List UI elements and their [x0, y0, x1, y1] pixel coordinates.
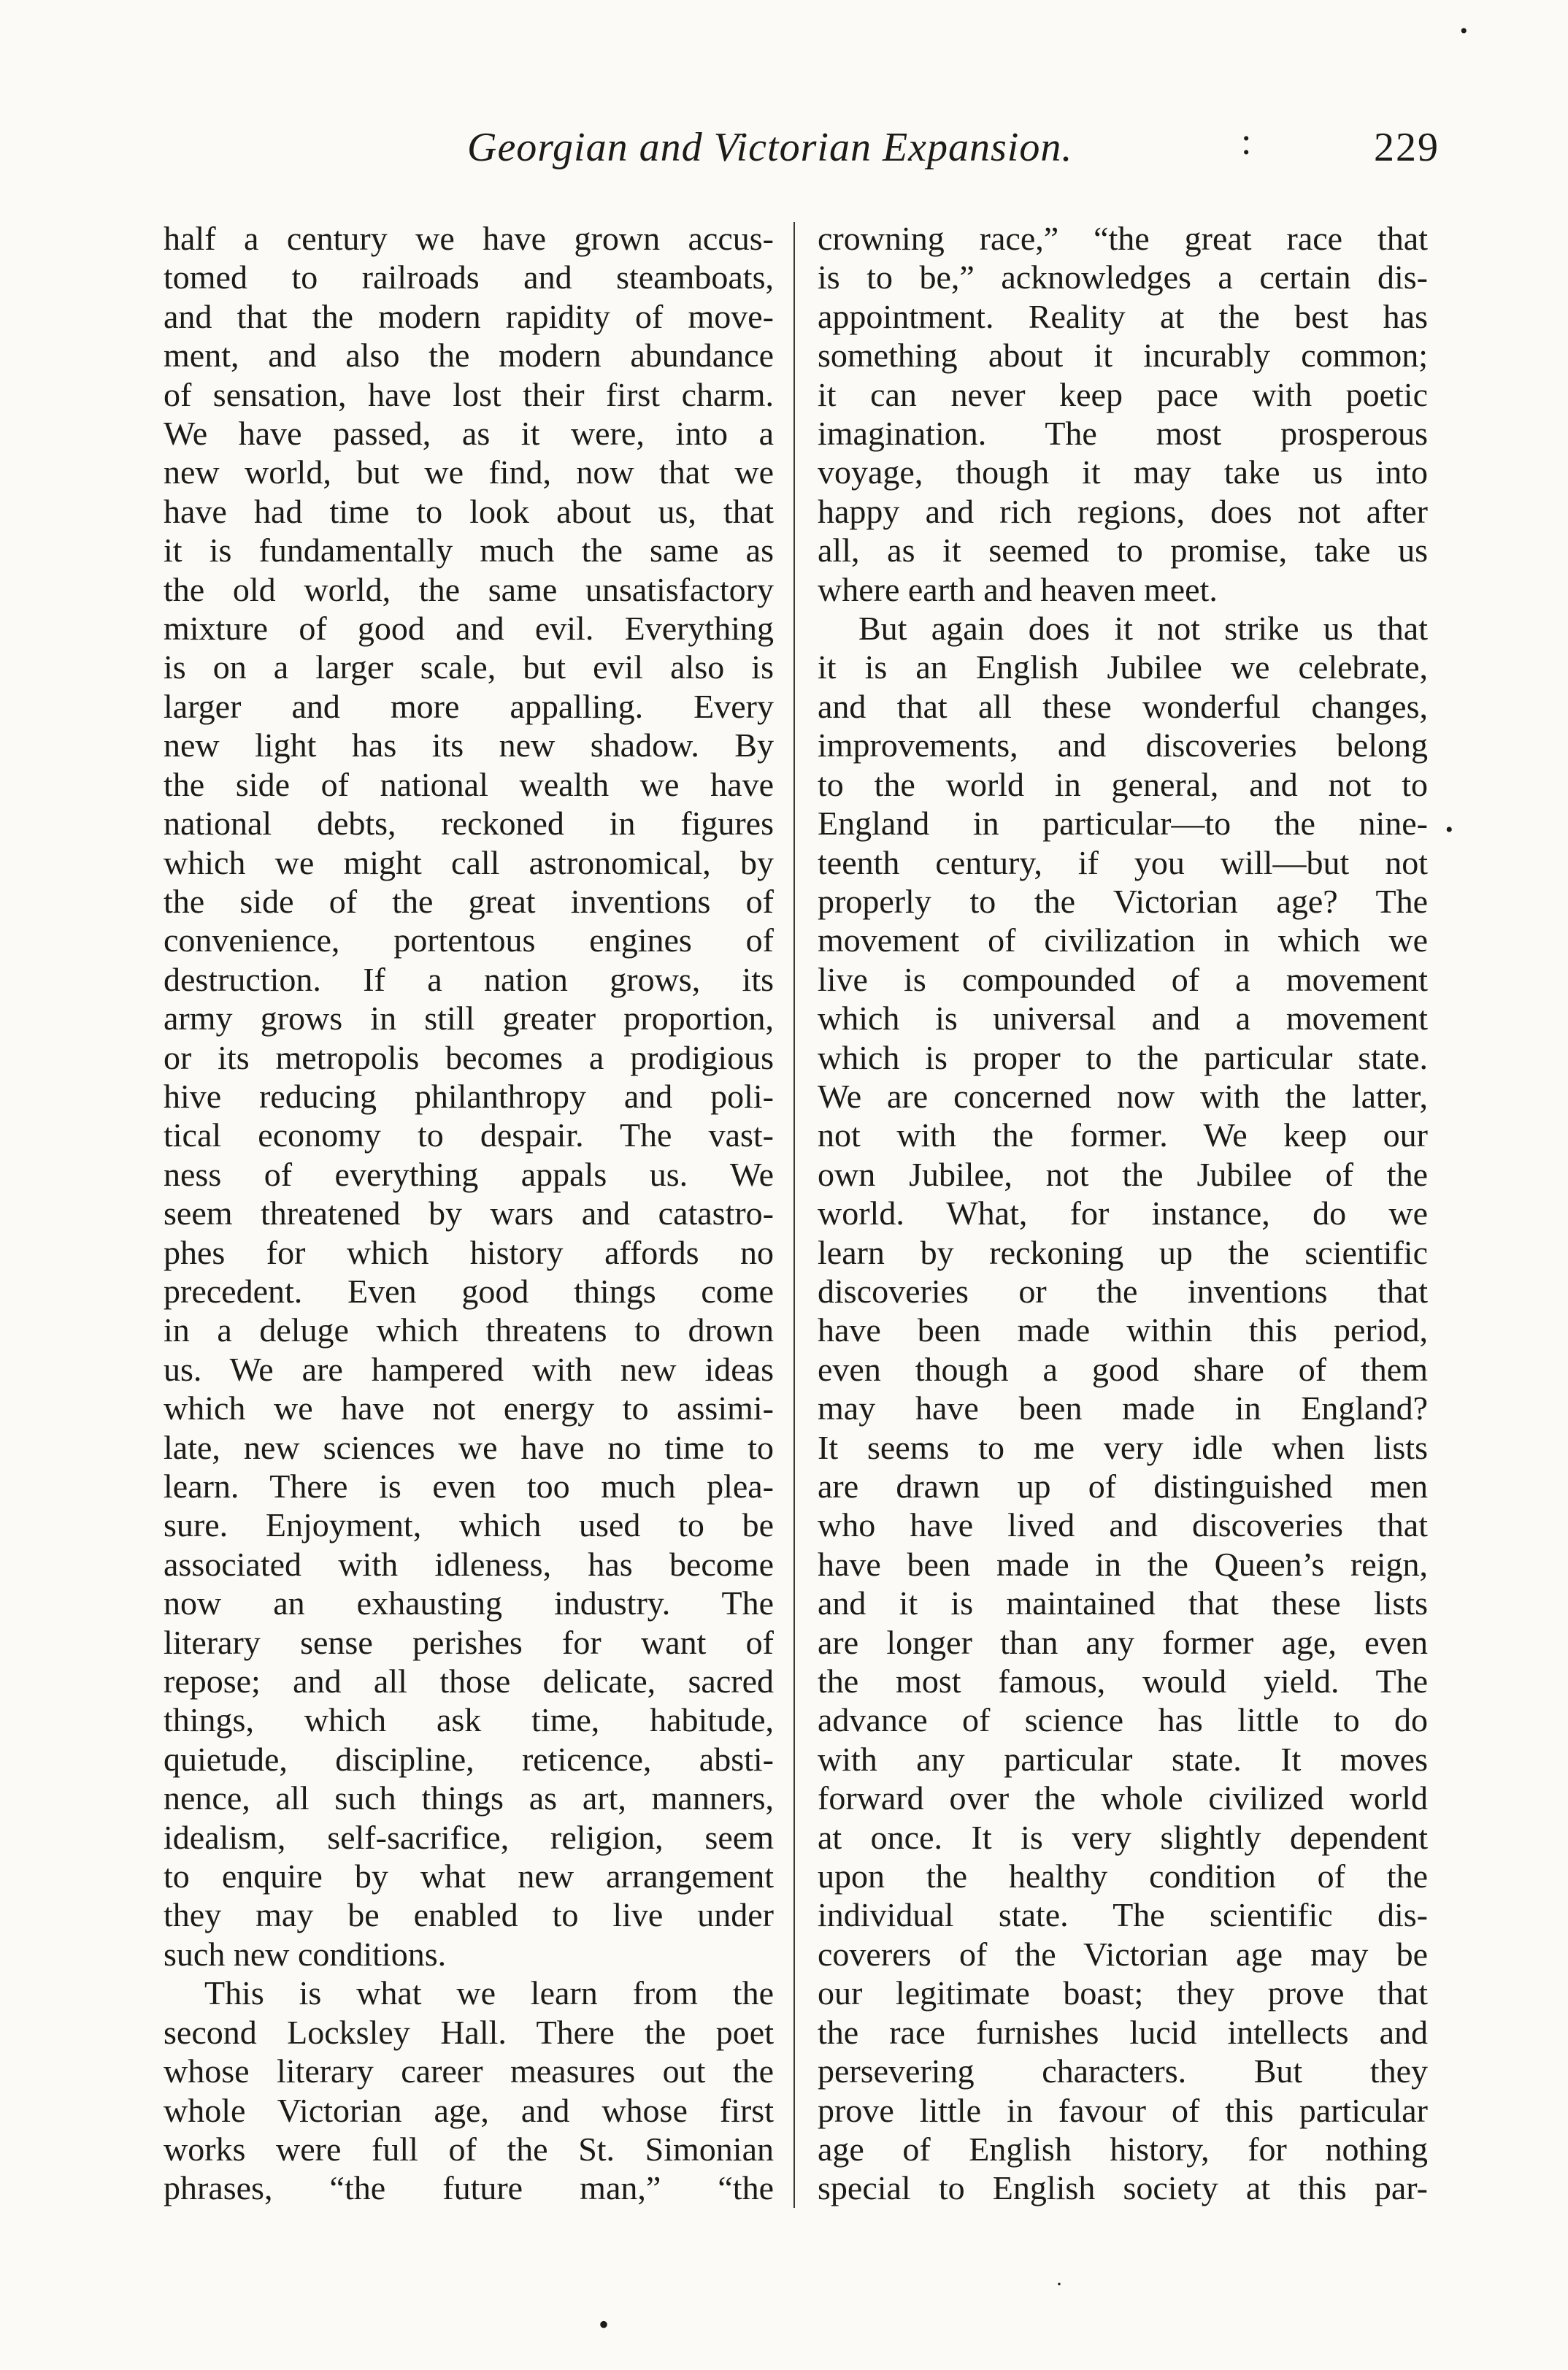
running-head-mark: : — [1241, 121, 1252, 163]
text-line: it can never keep pace with poetic — [818, 375, 1428, 413]
text-line: works were full of the St. Simonian — [164, 2130, 774, 2168]
text-line: precedent. Even good things come — [164, 1272, 774, 1310]
text-line: national debts, reckoned in figures — [164, 805, 774, 843]
text-line: persevering characters. But they — [818, 2052, 1428, 2090]
text-line: the most famous, would yield. The — [818, 1663, 1428, 1700]
text-line: properly to the Victorian age? The — [818, 882, 1428, 920]
page-number: 229 — [1374, 125, 1440, 170]
right-column — [818, 219, 1428, 2208]
text-line: teenth century, if you will—but not — [818, 843, 1428, 881]
text-line: have been made within this period, — [818, 1311, 1428, 1349]
text-line: which we might call astronomical, by — [164, 843, 774, 881]
text-line: the side of national wealth we have — [164, 765, 774, 803]
text-line: to enquire by what new arrangement — [164, 1857, 774, 1895]
corner-dot: • — [1460, 19, 1468, 43]
text-line: seem threatened by wars and catastro- — [164, 1194, 774, 1232]
text-line: phrases, “the future man,” “the — [164, 2169, 774, 2207]
text-line: are drawn up of distinguished men — [818, 1468, 1428, 1505]
text-line: who have lived and discoveries that — [818, 1506, 1428, 1544]
text-line: second Locksley Hall. There the poet — [164, 2013, 774, 2051]
paragraph — [164, 1974, 774, 2207]
text-line: is to be,” acknowledges a certain dis- — [818, 258, 1428, 296]
text-line: half a century we have grown accus- — [164, 220, 774, 257]
foot-mark: • — [599, 2308, 610, 2341]
text-line: appointment. Reality at the best has — [818, 297, 1428, 335]
text-line: crowning race,” “the great race that — [818, 220, 1428, 257]
margin-mark: • — [1445, 818, 1453, 842]
text-line: at once. It is very slightly dependent — [818, 1818, 1428, 1856]
text-line: which is proper to the particular state. — [818, 1038, 1428, 1076]
text-line: tomed to railroads and steamboats, — [164, 258, 774, 296]
text-line: improvements, and discoveries belong — [818, 726, 1428, 764]
text-line: with any particular state. It moves — [818, 1740, 1428, 1778]
text-line: coverers of the Victorian age may be — [818, 1935, 1428, 1973]
text-line: live is compounded of a movement — [818, 960, 1428, 998]
text-line: voyage, though it may take us into — [818, 453, 1428, 491]
text-line: It seems to me very idle when lists — [818, 1428, 1428, 1466]
text-line: We have passed, as it were, into a — [164, 415, 774, 453]
text-line: to the world in general, and not to — [818, 765, 1428, 803]
text-line: phes for which history affords no — [164, 1233, 774, 1271]
text-line: upon the healthy condition of the — [818, 1857, 1428, 1895]
text-line: new light has its new shadow. By — [164, 726, 774, 764]
text-line: our legitimate boast; they prove that — [818, 1974, 1428, 2012]
text-line: quietude, discipline, reticence, absti- — [164, 1740, 774, 1778]
text-line: repose; and all those delicate, sacred — [164, 1663, 774, 1700]
text-line: But again does it not strike us that — [858, 610, 1428, 648]
text-line: and that the modern rapidity of move- — [164, 297, 774, 335]
foot-dot: · — [1056, 2272, 1063, 2296]
text-line: not with the former. We keep our — [818, 1116, 1428, 1154]
text-line: learn by reckoning up the scientific — [818, 1233, 1428, 1271]
text-line: advance of science has little to do — [818, 1701, 1428, 1739]
paragraph — [818, 609, 1428, 2208]
text-line: idealism, self-sacrifice, religion, seem — [164, 1818, 774, 1856]
text-line: whose literary career measures out the — [164, 2052, 774, 2090]
text-line: it is fundamentally much the same as — [164, 532, 774, 570]
text-line: age of English history, for nothing — [818, 2130, 1428, 2168]
text-line: the side of the great inventions of — [164, 882, 774, 920]
text-line: prove little in favour of this particular — [818, 2091, 1428, 2129]
text-line: literary sense perishes for want of — [164, 1623, 774, 1661]
text-line: which we have not energy to assimi- — [164, 1389, 774, 1427]
text-line: they may be enabled to live under — [164, 1896, 774, 1934]
text-line: This is what we learn from the — [204, 1974, 774, 2012]
paragraph — [818, 219, 1428, 609]
text-line: convenience, portentous engines of — [164, 921, 774, 959]
text-line: hive reducing philanthropy and poli- — [164, 1077, 774, 1115]
text-line: late, new sciences we have no time to — [164, 1428, 774, 1466]
text-line: destruction. If a nation grows, its — [164, 960, 774, 998]
text-line: us. We are hampered with new ideas — [164, 1350, 774, 1388]
text-line: happy and rich regions, does not after — [818, 492, 1428, 530]
text-line: the old world, the same unsatisfactory — [164, 570, 774, 608]
text-line: or its metropolis becomes a prodigious — [164, 1038, 774, 1076]
text-line: even though a good share of them — [818, 1350, 1428, 1388]
text-line: world. What, for instance, do we — [818, 1194, 1428, 1232]
text-line: imagination. The most prosperous — [818, 415, 1428, 453]
left-column — [164, 219, 774, 2208]
column-divider — [793, 222, 795, 2208]
text-line: tical economy to despair. The vast- — [164, 1116, 774, 1154]
text-line: movement of civilization in which we — [818, 921, 1428, 959]
text-line: it is an English Jubilee we celebrate, — [818, 648, 1428, 686]
text-line: special to English society at this par- — [818, 2169, 1428, 2207]
text-line: own Jubilee, not the Jubilee of the — [818, 1155, 1428, 1193]
text-line: such new conditions. — [164, 1935, 447, 1973]
text-line: which is universal and a movement — [818, 1000, 1428, 1038]
text-line: the race furnishes lucid intellects and — [818, 2013, 1428, 2051]
paragraph — [164, 219, 774, 1974]
text-line: in a deluge which threatens to drown — [164, 1311, 774, 1349]
text-line: ness of everything appals us. We — [164, 1155, 774, 1193]
running-head: Georgian and Victorian Expansion. — [467, 125, 1073, 170]
text-line: have been made in the Queen’s reign, — [818, 1545, 1428, 1583]
text-line: England in particular—to the nine- — [818, 805, 1428, 843]
text-line: are longer than any former age, even — [818, 1623, 1428, 1661]
text-line: of sensation, have lost their first charm. — [164, 375, 774, 413]
text-line: We are concerned now with the latter, — [818, 1077, 1428, 1115]
text-line: whole Victorian age, and whose first — [164, 2091, 774, 2129]
text-line: and it is maintained that these lists — [818, 1584, 1428, 1622]
text-line: have had time to look about us, that — [164, 492, 774, 530]
text-line: forward over the whole civilized world — [818, 1779, 1428, 1817]
text-line: learn. There is even too much plea- — [164, 1468, 774, 1505]
text-line: discoveries or the inventions that — [818, 1272, 1428, 1310]
text-line: mixture of good and evil. Everything — [164, 610, 774, 648]
text-line: now an exhausting industry. The — [164, 1584, 774, 1622]
text-line: all, as it seemed to promise, take us — [818, 532, 1428, 570]
text-line: sure. Enjoyment, which used to be — [164, 1506, 774, 1544]
text-line: associated with idleness, has become — [164, 1545, 774, 1583]
text-line: individual state. The scientific dis- — [818, 1896, 1428, 1934]
text-line: army grows in still greater proportion, — [164, 1000, 774, 1038]
text-line: nence, all such things as art, manners, — [164, 1779, 774, 1817]
text-line: larger and more appalling. Every — [164, 687, 774, 725]
text-line: something about it incurably common; — [818, 337, 1428, 375]
text-line: is on a larger scale, but evil also is — [164, 648, 774, 686]
text-line: may have been made in England? — [818, 1389, 1428, 1427]
text-line: where earth and heaven meet. — [818, 570, 1218, 608]
text-line: ment, and also the modern abundance — [164, 337, 774, 375]
text-line: and that all these wonderful changes, — [818, 687, 1428, 725]
text-line: things, which ask time, habitude, — [164, 1701, 774, 1739]
text-line: new world, but we find, now that we — [164, 453, 774, 491]
